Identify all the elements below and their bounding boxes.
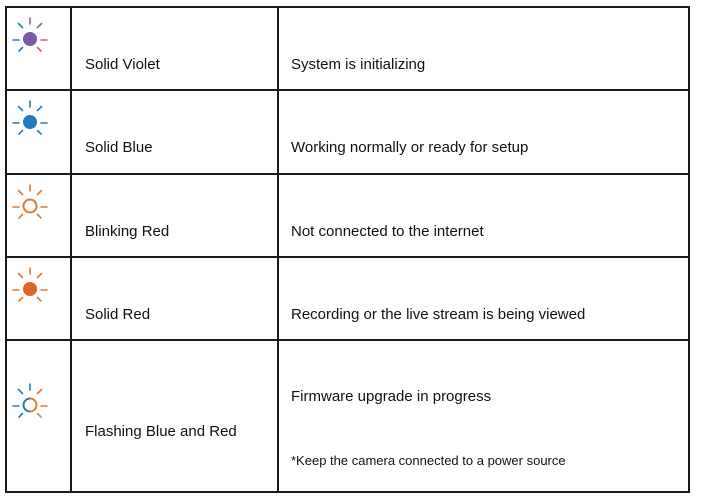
table-row-blinking-red <box>6 174 689 257</box>
indicator-cell <box>6 7 71 90</box>
state-label: Blinking Red <box>85 222 170 240</box>
indicator-cell <box>6 340 71 492</box>
meaning-label: Working normally or ready for setup <box>291 139 529 157</box>
meaning-label: Firmware upgrade in progress <box>291 388 492 406</box>
meaning-label: Not connected to the internet <box>291 222 484 240</box>
state-cell <box>71 7 278 90</box>
indicator-cell <box>6 90 71 173</box>
state-cell <box>71 340 278 492</box>
state-label: Solid Red <box>85 305 151 323</box>
blinking-red-led-icon <box>10 182 50 222</box>
state-cell <box>71 174 278 257</box>
meaning-cell <box>278 174 689 257</box>
solid-violet-led-icon <box>10 15 50 55</box>
solid-blue-led-icon <box>10 98 50 138</box>
table-row-solid-violet <box>6 7 689 90</box>
meaning-label: Recording or the live stream is being viewed <box>291 305 586 323</box>
power-note: *Keep the camera connected to a power source <box>291 453 566 469</box>
table-row-flashing-blue-red <box>6 340 689 492</box>
indicator-cell <box>6 174 71 257</box>
meaning-cell <box>278 340 689 492</box>
flashing-blue-red-led-icon <box>10 381 50 421</box>
meaning-label: System is initializing <box>291 56 426 73</box>
indicator-cell <box>6 257 71 340</box>
led-status-table <box>5 6 690 493</box>
meaning-cell <box>278 90 689 173</box>
state-cell <box>71 90 278 173</box>
meaning-cell <box>278 257 689 340</box>
solid-red-led-icon <box>10 265 50 305</box>
state-label: Solid Blue <box>85 139 153 157</box>
table-row-solid-red <box>6 257 689 340</box>
state-cell <box>71 257 278 340</box>
state-label: Flashing Blue and Red <box>85 423 237 441</box>
table-row-solid-blue <box>6 90 689 173</box>
meaning-cell <box>278 7 689 90</box>
state-label: Solid Violet <box>85 56 160 73</box>
